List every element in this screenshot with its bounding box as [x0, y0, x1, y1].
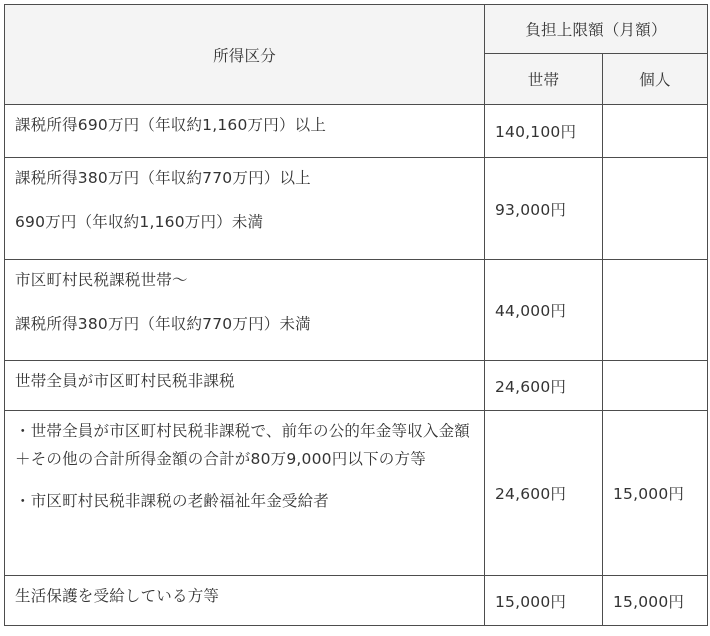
- category-text: ・市区町村民税非課税の老齢福祉年金受給者: [15, 492, 330, 510]
- category-text: 課税所得380万円（年収約770万円）未満: [15, 315, 311, 333]
- table-row: [5, 105, 708, 158]
- table-row: [5, 260, 708, 361]
- individual-amount: 15,000円: [603, 411, 708, 576]
- income-category-cell: [5, 105, 485, 158]
- household-amount: 140,100円: [485, 105, 603, 158]
- household-amount: 15,000円: [485, 576, 603, 626]
- income-category-cell: [5, 576, 485, 626]
- household-amount: 44,000円: [485, 260, 603, 361]
- household-amount: 93,000円: [485, 158, 603, 260]
- burden-limit-table: [4, 4, 708, 626]
- individual-amount: [603, 105, 708, 158]
- category-text: 世帯全員が市区町村民税非課税: [15, 372, 235, 390]
- income-category-cell: [5, 260, 485, 361]
- category-text: 690万円（年収約1,160万円）未満: [15, 213, 264, 231]
- income-category-cell: [5, 361, 485, 411]
- category-text: ・世帯全員が市区町村民税非課税で、前年の公的年金等収入金額＋その他の合計所得金額の合計が80万9,000円以下の方等: [15, 422, 470, 468]
- category-text: 生活保護を受給している方等: [15, 587, 220, 605]
- table-row: [5, 576, 708, 626]
- table-row: [5, 411, 708, 576]
- header-income-category: 所得区分: [5, 5, 485, 105]
- household-amount: 24,600円: [485, 361, 603, 411]
- table-row: [5, 361, 708, 411]
- income-category-cell: [5, 411, 485, 576]
- individual-amount: [603, 361, 708, 411]
- category-text: 課税所得690万円（年収約1,160万円）以上: [15, 116, 327, 134]
- income-category-cell: [5, 158, 485, 260]
- individual-amount: 15,000円: [603, 576, 708, 626]
- table-row: [5, 158, 708, 260]
- individual-amount: [603, 158, 708, 260]
- individual-amount: [603, 260, 708, 361]
- category-text: 市区町村民税課税世帯～: [15, 271, 188, 289]
- category-text: 課税所得380万円（年収約770万円）以上: [15, 169, 311, 187]
- household-amount: 24,600円: [485, 411, 603, 576]
- header-monthly-limit: 負担上限額（月額）: [485, 5, 708, 54]
- header-individual: 個人: [603, 54, 708, 105]
- header-household: 世帯: [485, 54, 603, 105]
